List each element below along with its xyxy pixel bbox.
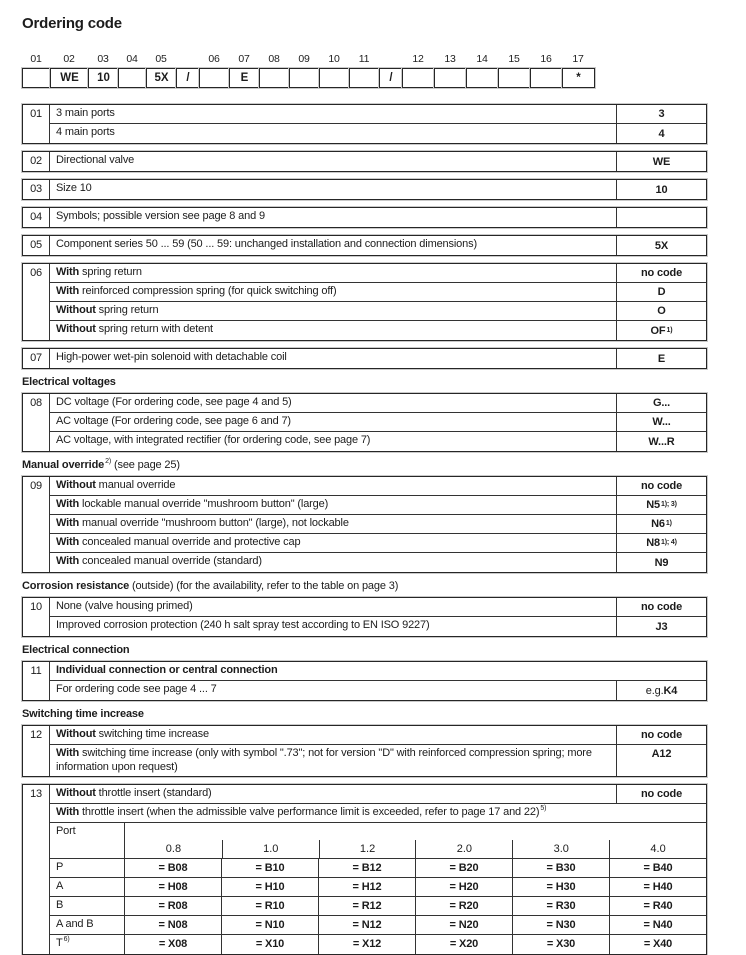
page-content [22, 0, 707, 955]
throttle-column [319, 823, 416, 858]
position-03-group [22, 179, 707, 200]
throttle-code: = X30 [512, 935, 609, 954]
code-cell-14 [466, 53, 498, 88]
option-row [50, 477, 706, 496]
option-rows [50, 264, 706, 340]
option-code: A12 [616, 745, 706, 776]
option-description: Without spring return with detent [56, 323, 213, 335]
throttle-code: = N30 [512, 916, 609, 934]
code-cell-11 [349, 53, 379, 88]
option-row [50, 321, 706, 340]
position-01-group [22, 104, 707, 144]
option-rows [50, 785, 706, 954]
option-description: With concealed manual override and protective cap [56, 536, 301, 548]
option-description: AC voltage (For ordering code, see page 6 and 7) [56, 415, 291, 427]
option-rows [50, 349, 706, 368]
position-number: 13 [23, 785, 50, 954]
code-value-box [118, 68, 147, 88]
option-row [50, 745, 706, 776]
position-number: 08 [23, 394, 50, 451]
option-row [50, 553, 706, 572]
ordering-code-strip [22, 53, 707, 88]
code-cell-16 [530, 53, 562, 88]
code-value-box: 5X [146, 68, 177, 88]
option-code: no code [616, 598, 706, 616]
option-row [50, 349, 706, 368]
option-description: With lockable manual override "mushroom button" (large) [56, 498, 329, 510]
position-number: 02 [23, 152, 50, 171]
option-row [50, 598, 706, 617]
option-description: With concealed manual override (standard) [56, 555, 262, 567]
throttle-column [415, 823, 512, 858]
option-row [50, 804, 706, 823]
option-row [50, 413, 706, 432]
option-code: 5X [616, 236, 706, 255]
position-number: 10 [23, 598, 50, 636]
throttle-column-header: 3.0 [512, 840, 609, 858]
option-description: Without spring return [56, 304, 159, 316]
throttle-code: = B30 [512, 859, 609, 877]
code-cell-07 [229, 53, 259, 88]
code-value-box [466, 68, 499, 88]
option-code: N9 [616, 553, 706, 572]
code-value-box [434, 68, 467, 88]
code-cell-13 [434, 53, 466, 88]
code-value-box [402, 68, 435, 88]
option-code: N8 1); 4) [616, 534, 706, 552]
option-row [50, 302, 706, 321]
option-description: With manual override "mushroom button" (large), not lockable [56, 517, 349, 529]
code-position-label: 05 [155, 53, 167, 65]
throttle-port-label: B [50, 897, 125, 915]
throttle-row-B [50, 897, 706, 916]
throttle-code: = H20 [415, 878, 512, 896]
option-row [50, 264, 706, 283]
option-description: For ordering code see page 4 ... 7 [56, 683, 217, 695]
throttle-code: = R30 [512, 897, 609, 915]
section-heading-switching-time-increase: Switching time increase [22, 708, 144, 720]
code-value-box: E [229, 68, 260, 88]
throttle-column-header: 1.0 [222, 840, 319, 858]
option-description: AC voltage, with integrated rectifier (for ordering code, see page 7) [56, 434, 371, 446]
throttle-column-header: 2.0 [415, 840, 512, 858]
throttle-code: = R40 [609, 897, 706, 915]
option-row [50, 534, 706, 553]
position-07-group [22, 348, 707, 369]
option-rows [50, 152, 706, 171]
code-position-label: 01 [30, 53, 42, 65]
option-code: N5 1); 3) [616, 496, 706, 514]
throttle-code: = X08 [158, 938, 188, 950]
code-position-label: 03 [97, 53, 109, 65]
code-position-label: 11 [358, 53, 370, 65]
option-code: N6 1) [616, 515, 706, 533]
position-number: 04 [23, 208, 50, 227]
position-13-group [22, 784, 707, 955]
position-number: 09 [23, 477, 50, 572]
throttle-row-A-and-B [50, 916, 706, 935]
code-value-box [530, 68, 563, 88]
code-position-label: 06 [208, 53, 220, 65]
throttle-code: = N40 [609, 916, 706, 934]
position-12-group [22, 725, 707, 777]
section-heading-corrosion-resistance: Corrosion resistance (outside) (for the availability, refer to the table on page 3) [22, 580, 399, 592]
code-value-box [259, 68, 290, 88]
position-06-group [22, 263, 707, 341]
code-position-label: 14 [476, 53, 488, 65]
code-position-label: 15 [508, 53, 520, 65]
throttle-port-label: P [50, 859, 125, 877]
throttle-port-label: A and B [50, 916, 125, 934]
code-cell-03 [88, 53, 118, 88]
option-row [50, 432, 706, 451]
throttle-row-A [50, 878, 706, 897]
code-cell-04 [118, 53, 146, 88]
position-number: 05 [23, 236, 50, 255]
throttle-column-header: 0.8 [165, 842, 182, 855]
option-code: 4 [616, 124, 706, 143]
option-description: Symbols; possible version see page 8 and 9 [56, 210, 265, 222]
option-code [616, 208, 706, 227]
position-02-group [22, 151, 707, 172]
footnote-marker: 6) [63, 935, 70, 943]
option-description: Improved corrosion protection (240 h salt spray test according to EN ISO 9227) [56, 619, 430, 631]
option-description: High-power wet-pin solenoid with detachable coil [56, 351, 287, 363]
option-row [50, 785, 706, 804]
code-cell-10 [319, 53, 349, 88]
code-value-box [349, 68, 380, 88]
option-description: Individual connection or central connection [56, 664, 278, 676]
position-number: 11 [23, 662, 50, 700]
position-number: 01 [23, 105, 50, 143]
option-row [50, 208, 706, 227]
code-position-label: 10 [328, 53, 340, 65]
code-cell-09 [289, 53, 319, 88]
position-04-group [22, 207, 707, 228]
throttle-code: = X20 [415, 935, 512, 954]
option-row [50, 283, 706, 302]
throttle-code: = B08 [158, 861, 188, 874]
code-cell-slash-1 [176, 53, 199, 88]
throttle-code: = X40 [609, 935, 706, 954]
option-code: no code [616, 785, 706, 803]
slash-separator-box: / [176, 68, 200, 88]
option-code: D [616, 283, 706, 301]
code-position-label: 09 [298, 53, 310, 65]
option-rows [50, 477, 706, 572]
throttle-code: = B40 [609, 859, 706, 877]
throttle-code: = N20 [415, 916, 512, 934]
option-code: e.g. K4 [616, 681, 706, 700]
throttle-code: = B20 [415, 859, 512, 877]
option-description: With spring return [56, 266, 142, 278]
throttle-port-header: Port [50, 823, 125, 858]
option-code: W...R [616, 432, 706, 451]
code-position-label [379, 53, 402, 66]
code-value-box: * [562, 68, 595, 88]
throttle-code: = R12 [318, 897, 415, 915]
option-row [50, 124, 706, 143]
throttle-code: = H12 [318, 878, 415, 896]
position-09-group [22, 476, 707, 573]
position-11-group [22, 661, 707, 701]
option-row [50, 105, 706, 124]
option-description: None (valve housing primed) [56, 600, 193, 612]
option-code: no code [616, 726, 706, 744]
footnote-marker: 2) [105, 458, 112, 466]
option-description: Size 10 [56, 182, 92, 194]
option-code: WE [616, 152, 706, 171]
code-cell-02 [50, 53, 88, 88]
option-row [50, 394, 706, 413]
option-description: With reinforced compression spring (for quick switching off) [56, 285, 337, 297]
code-cell-01 [22, 53, 50, 88]
code-cell-06 [199, 53, 229, 88]
option-code: 10 [616, 180, 706, 199]
code-cell-12 [402, 53, 434, 88]
position-08-group [22, 393, 707, 452]
position-number: 12 [23, 726, 50, 776]
option-rows [50, 598, 706, 636]
throttle-code: = H40 [609, 878, 706, 896]
option-code: W... [616, 413, 706, 431]
option-description: 4 main ports [56, 126, 115, 138]
throttle-code: = X12 [318, 935, 415, 954]
option-code: O [616, 302, 706, 320]
option-code: J3 [616, 617, 706, 636]
throttle-column [222, 823, 319, 858]
position-05-group [22, 235, 707, 256]
option-description: DC voltage (For ordering code, see page 4 and 5) [56, 396, 292, 408]
option-description: Directional valve [56, 154, 135, 166]
option-rows [50, 180, 706, 199]
option-description: Without switching time increase [56, 728, 209, 740]
option-row [50, 726, 706, 745]
code-cell-08 [259, 53, 289, 88]
option-rows [50, 394, 706, 451]
code-position-label: 13 [444, 53, 456, 65]
throttle-row-P [50, 859, 706, 878]
code-position-label: 07 [238, 53, 250, 65]
code-value-box [22, 68, 51, 88]
page-title: Ordering code [22, 15, 122, 32]
throttle-column [609, 823, 706, 858]
throttle-table-header [50, 823, 706, 859]
code-position-label: 08 [268, 53, 280, 65]
throttle-column [512, 823, 609, 858]
code-value-box: 10 [88, 68, 119, 88]
position-number: 06 [23, 264, 50, 340]
option-code: no code [616, 264, 706, 282]
option-rows [50, 208, 706, 227]
position-number: 07 [23, 349, 50, 368]
position-10-group [22, 597, 707, 637]
throttle-row-T [50, 935, 706, 954]
option-description: With switching time increase (only with symbol ".73"; not for version "D" with reinforced compression spring; more information upon request) [56, 747, 592, 773]
code-value-box: WE [50, 68, 89, 88]
option-description: With throttle insert (when the admissible valve performance limit is exceeded, refer to page 17 and 22)$^{5)}$ [56, 804, 547, 818]
throttle-code: = X10 [221, 935, 318, 954]
throttle-code: = R08 [158, 899, 188, 912]
code-cell-15 [498, 53, 530, 88]
option-code: no code [616, 477, 706, 495]
option-row [50, 617, 706, 636]
throttle-code: = N12 [318, 916, 415, 934]
option-code: E [616, 349, 706, 368]
section-heading-electrical-connection: Electrical connection [22, 644, 130, 656]
throttle-column-header: 4.0 [609, 840, 706, 858]
code-cell-05 [146, 53, 176, 88]
throttle-code: = B10 [221, 859, 318, 877]
option-description: Without manual override [56, 479, 176, 491]
option-row [50, 180, 706, 199]
throttle-code: = N08 [158, 918, 188, 931]
code-value-box [319, 68, 350, 88]
option-description: Without throttle insert (standard) [56, 786, 212, 799]
option-code: OF 1) [616, 321, 706, 340]
code-position-label: 04 [126, 53, 138, 65]
option-rows [50, 236, 706, 255]
throttle-code: = H30 [512, 878, 609, 896]
code-position-label: 12 [412, 53, 424, 65]
option-row [50, 496, 706, 515]
option-code: G... [616, 394, 706, 412]
throttle-code: = R20 [415, 897, 512, 915]
throttle-code: = H10 [221, 878, 318, 896]
code-value-box [199, 68, 230, 88]
code-position-label: 16 [540, 53, 552, 65]
throttle-code: = N10 [221, 916, 318, 934]
option-row [50, 236, 706, 255]
slash-separator-box: / [379, 68, 403, 88]
option-row [50, 662, 706, 681]
code-cell-slash-2 [379, 53, 402, 88]
option-row [50, 681, 706, 700]
code-position-label [176, 53, 199, 66]
option-code: 3 [616, 105, 706, 123]
option-row [50, 515, 706, 534]
code-value-box [289, 68, 320, 88]
throttle-port-label: $T^{6)}$ [50, 935, 125, 954]
throttle-column-header: 1.2 [319, 840, 416, 858]
option-description: Component series 50 ... 59 (50 ... 59: unchanged installation and connection dimensions) [56, 238, 477, 250]
throttle-column [125, 823, 222, 858]
option-rows [50, 662, 706, 700]
section-heading-electrical-voltages: Electrical voltages [22, 376, 116, 388]
throttle-code: = B12 [318, 859, 415, 877]
option-rows [50, 726, 706, 776]
throttle-code: = R10 [221, 897, 318, 915]
option-rows [50, 105, 706, 143]
code-position-label: 17 [572, 53, 584, 65]
code-position-label: 02 [63, 53, 75, 65]
code-value-box [498, 68, 531, 88]
section-heading-manual-override: Manual override$^{2)}$ (see page 25) [22, 458, 180, 471]
footnote-marker: 5) [540, 804, 547, 812]
position-number: 03 [23, 180, 50, 199]
code-cell-17 [562, 53, 594, 88]
option-description: 3 main ports [56, 107, 115, 119]
throttle-port-label: A [50, 878, 125, 896]
throttle-code: = H08 [158, 880, 188, 893]
option-row [50, 152, 706, 171]
